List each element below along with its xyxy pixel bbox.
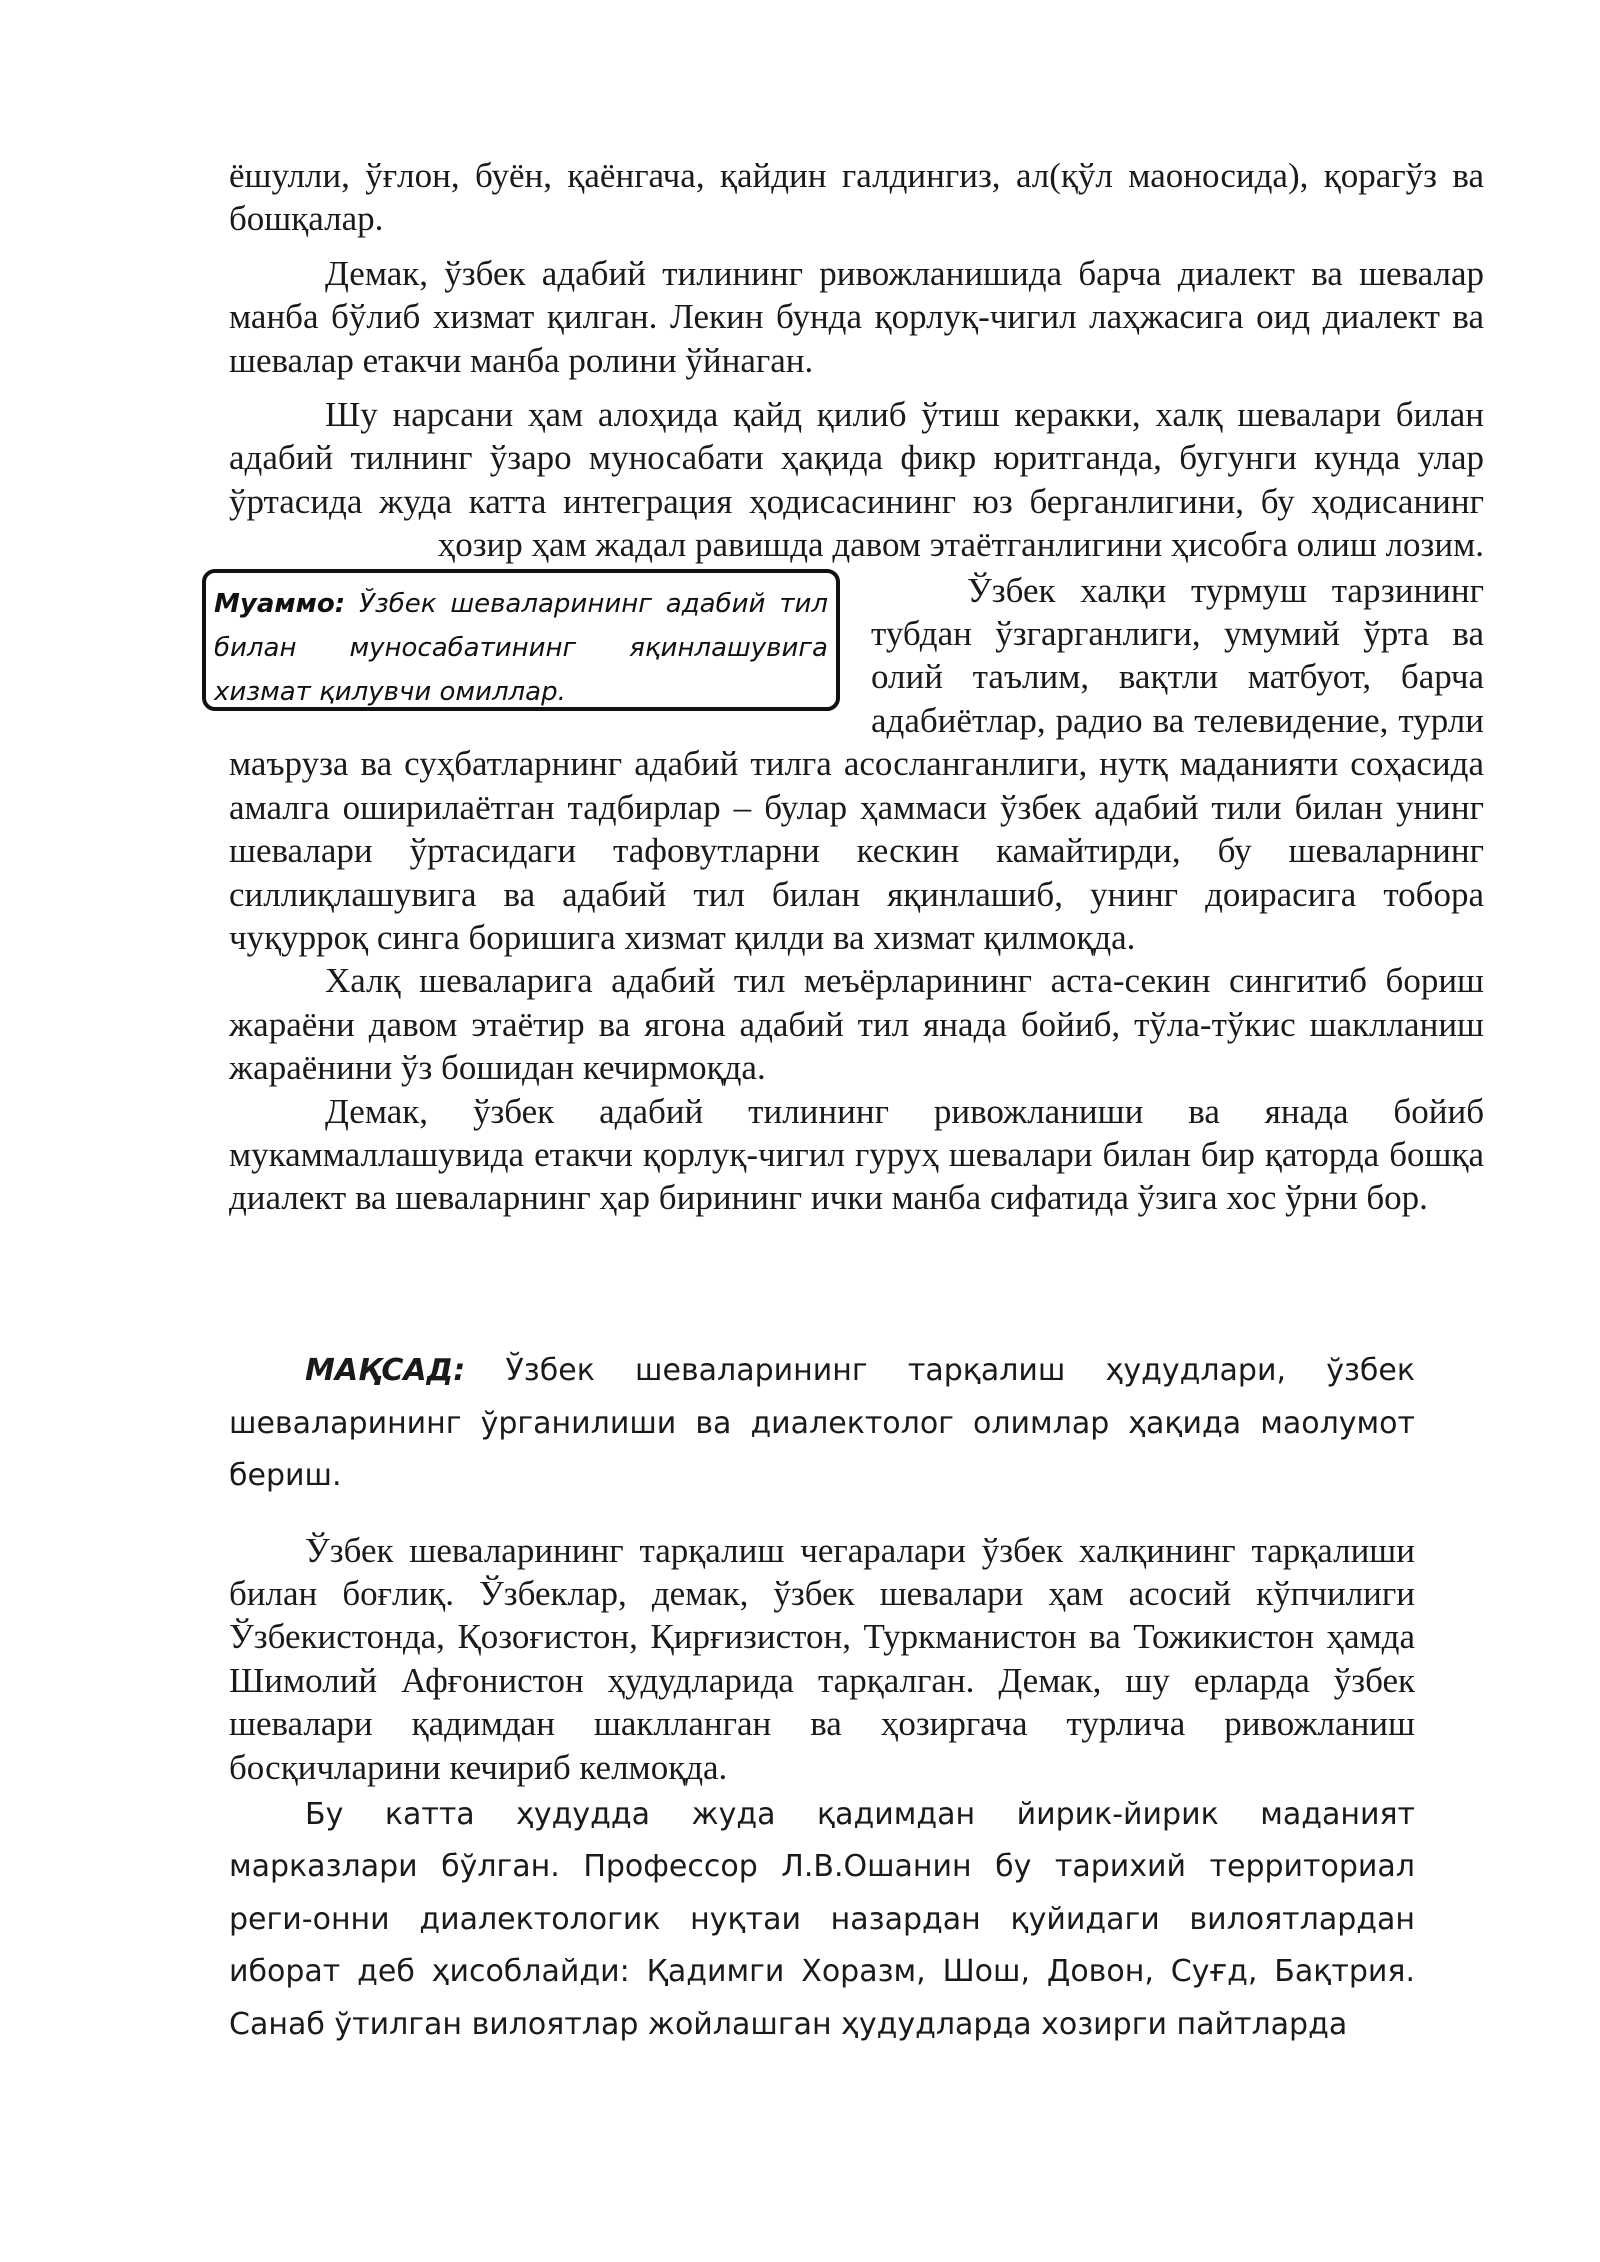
text-block-top — [214, 154, 1484, 1220]
paragraph: Халқ шеваларига адабий тил меъёрларининг аста-секин сингитиб бориш жараёни давом этаётир ва ягона адабий тил янада бойиб, тўла-тўкис шаклланиш жараёнини ўз бошидан кечирмоқда. — [229, 961, 1484, 1088]
goal-text: Ўзбек шеваларининг тарқалиш ҳудудлари, ўзбек шеваларининг ўрганилиши ва диалектолог олимлар ҳақида маолумот бериш. — [229, 1353, 1415, 1493]
paragraph: Шу нарсани ҳам алоҳида қайд қилиб ўтиш керакки, халқ шевалари билан адабий тилнинг ўзаро муносабати ҳақида фикр юритганда, бугунги кунда улар ўртасида жуда катта интеграция ҳодисасининг юз берганлигини, бу ҳодисанинг ҳозир ҳам жадал равишда давом этаётганлигини ҳисобга олиш лозим. — [229, 395, 1484, 565]
paragraph: Ўзбек шеваларининг тарқалиш чегаралари ўзбек халқининг тарқалиши билан боғлиқ. Ўзбеклар, демак, ўзбек шевалари ҳам асосий кўпчилиги Ўзбекистонда, Қозоғистон, Қирғизистон, Туркманистон ва Тожикистон ҳамда Шимолий Афғонистон ҳудудларида тарқалган. Демак, шу ерларда ўзбек шевалари қадимдан шаклланган ва ҳозиргача турлича ривожланиш босқичларини кечириб келмоқда. — [229, 1530, 1415, 1787]
callout-text: Ўзбек шеваларининг адабий тил билан муносабатининг яқинлашувига хизмат қилувчи омиллар. — [214, 588, 828, 707]
callout-label: Муаммо: — [214, 588, 346, 619]
goal-label: МАҚСАД: — [305, 1353, 466, 1388]
problem-callout-box — [202, 569, 840, 711]
paragraph: Демак, ўзбек адабий тилининг ривожланиши ва янада бойиб мукаммаллашувида етакчи қорлуқ-чигил гуруҳ шевалари билан бир қаторда бошқа диалект ва шеваларнинг ҳар бирининг ички манба сифатида ўзига хос ўрни бор. — [229, 1091, 1484, 1218]
paragraph: Демак, ўзбек адабий тилининг ривожланишида барча диалект ва шевалар манба бўлиб хизмат қилган. Лекин бунда қорлуқ-чигил лаҳжасига оид диалект ва шевалар етакчи манба ролини ўйнаган. — [229, 253, 1484, 380]
paragraph-text: Ўзбек халқи турмуш тарзининг тубдан ўзгарганлиги, умумий ўрта ва олий таълим, вақтли матбуот, барча адабиётлар, радио ва телевидение, турли маъруза ва суҳбатларнинг адабий тилга асосланганлиги, нутқ маданияти соҳасида амалга оширилаётган тадбирлар – булар ҳаммаси ўзбек адабий тили билан унинг шевалари ўртасидаги тафовутларни кескин камайтирди, бу шеваларнинг силлиқлашувига ва адабий тил билан яқинлашиб, унинг доирасига тобора чуқурроқ синга боришига хизмат қилди ва хизмат қилмоқда. — [229, 570, 1484, 957]
paragraph: ёшулли, ўғлон, буён, қаёнгача, қайдин галдингиз, ал(қўл маоносида), қорагўз ва бошқалар. — [229, 156, 1484, 239]
paragraph-with-callout — [214, 569, 1484, 960]
text-block-bottom — [229, 1345, 1415, 2051]
paragraph: Бу катта ҳудудда жуда қадимдан йирик-йирик маданият марказлари бўлган. Профессор Л.В.Ошанин бу тарихий территориал реги-онни диалектологик нуқтаи назардан қуйидаги вилоятлардан иборат деб ҳисоблайди: Қадимги Хоразм, Шош, Довон, Суғд, Бақтрия. Санаб ўтилган вилоятлар жойлашган ҳудудларда хозирги пайтларда — [229, 1796, 1415, 2042]
goal-paragraph — [229, 1345, 1415, 1503]
